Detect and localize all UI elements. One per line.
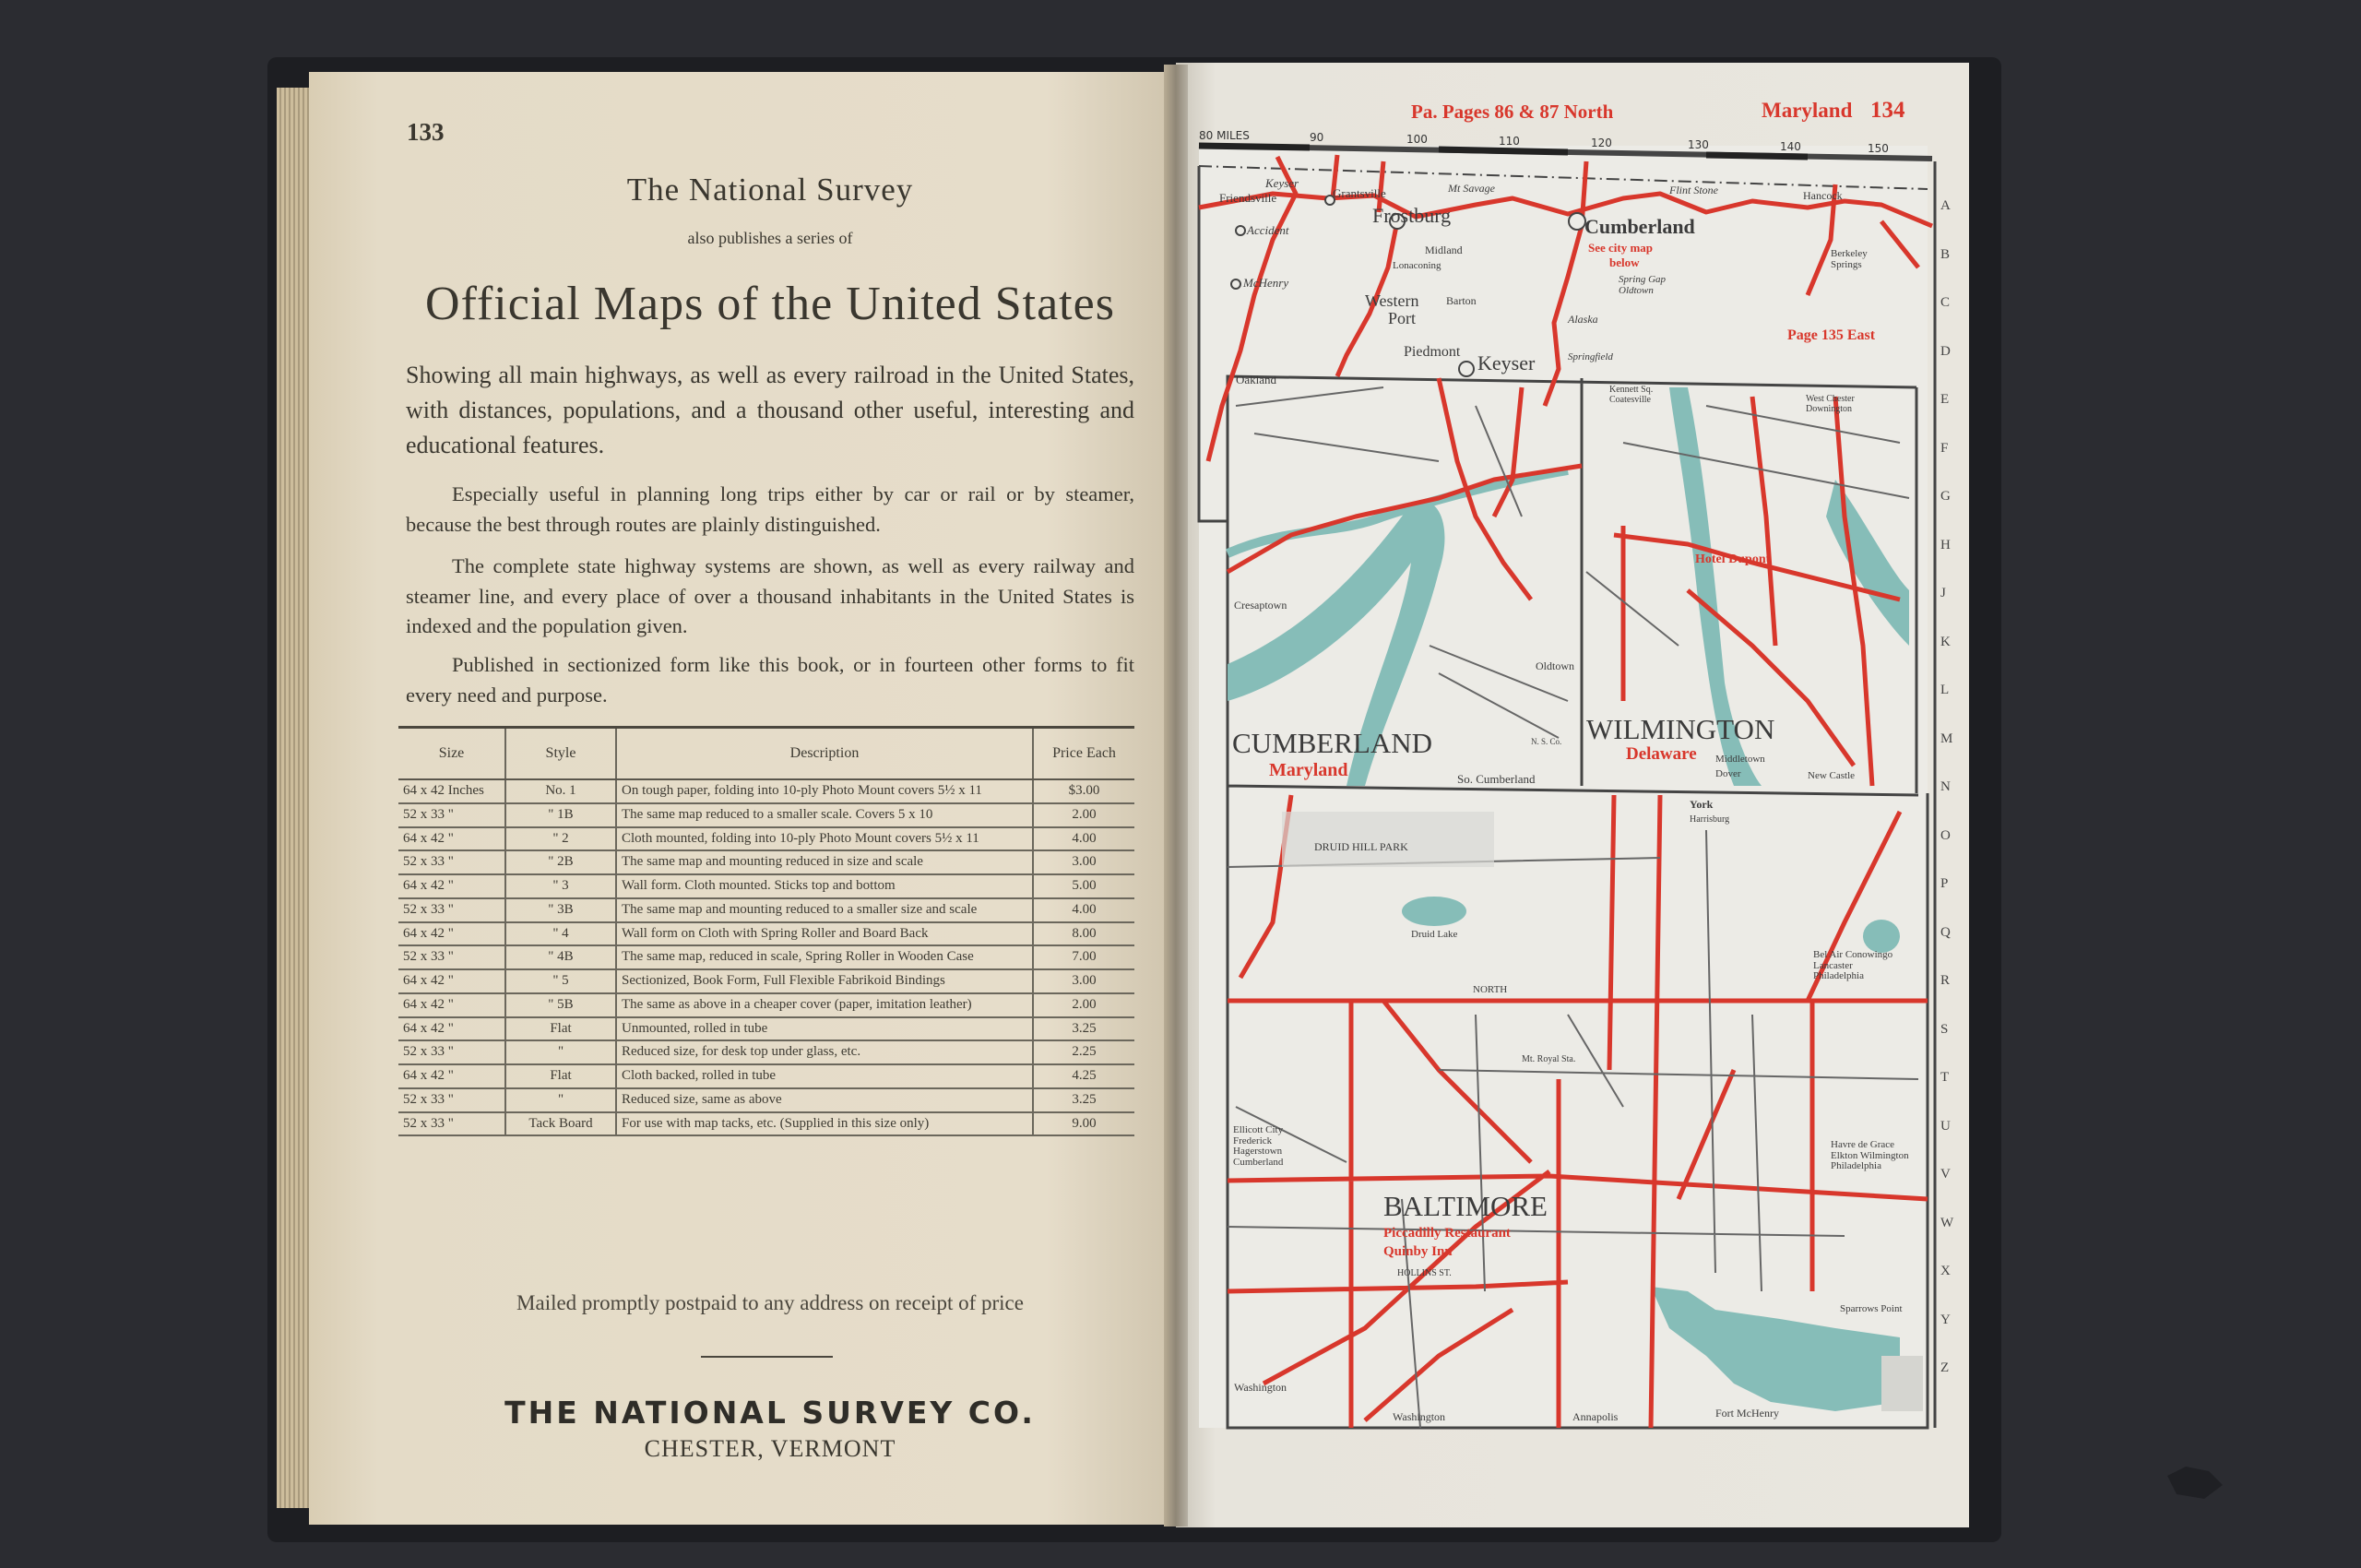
paragraph-trips: Especially useful in planning long trips either by car or rail or by steamer, because the best through routes are plainly distinguished. [406, 482, 1134, 536]
label-grantsville: Grantsville [1333, 186, 1386, 200]
grid-letter: W [1940, 1215, 1954, 1230]
scale-label: 90 [1310, 131, 1324, 144]
inset-state-maryland: Maryland [1269, 760, 1348, 780]
cell-style: No. 1 [505, 779, 616, 803]
sparrows-point-area [1881, 1356, 1923, 1411]
cell-size: 64 x 42 " [398, 993, 505, 1017]
grid-letter: J [1940, 586, 1946, 600]
label-mchenry: McHenry [1243, 276, 1289, 290]
label-havre-de-grace: Havre de Grace Elkton Wilmington Philadelphia [1831, 1139, 1909, 1172]
page-number-right: 134 [1870, 98, 1905, 123]
grid-letter: V [1940, 1167, 1951, 1182]
label-western-port: Western [1365, 291, 1419, 310]
copyright-ns-co: N. S. Co. [1531, 737, 1562, 746]
subtitle: also publishes a series of [687, 229, 853, 247]
label-flint-stone: Flint Stone [1669, 184, 1718, 196]
label-see-city-map: See city map [1588, 241, 1654, 255]
cell-description: Reduced size, for desk top under glass, etc. [616, 1040, 1033, 1064]
label-kennett-coatesville: Kennett Sq. Coatesville [1609, 385, 1654, 405]
company-location: CHESTER, VERMONT [644, 1435, 896, 1462]
scale-label: 110 [1499, 135, 1520, 148]
cell-description: Sectionized, Book Form, Full Flexible Fabrikoid Bindings [616, 969, 1033, 993]
label-lonaconing: Lonaconing [1393, 260, 1442, 271]
cell-size: 64 x 42 " [398, 1064, 505, 1088]
label-piccadilly-restaurant: Piccadilly Restaurant [1383, 1226, 1511, 1241]
cell-style: " 4B [505, 945, 616, 969]
label-sparrows-point: Sparrows Point [1840, 1303, 1903, 1314]
cell-size: 52 x 33 " [398, 1088, 505, 1112]
cell-price: 2.00 [1033, 993, 1134, 1017]
inset-title-baltimore: BALTIMORE [1383, 1190, 1548, 1222]
intro-paragraph: Showing all main highways, as well as every railroad in the United States, with distances, populations, and a thousand other useful, interesting and educational features. [406, 362, 1134, 459]
grid-letter: E [1940, 392, 1950, 407]
cell-price: 2.00 [1033, 803, 1134, 827]
label-fort-mchenry: Fort McHenry [1715, 1407, 1779, 1420]
cell-price: 9.00 [1033, 1112, 1134, 1136]
label-friendsville: Friendsville [1219, 191, 1277, 205]
cell-style: " 3 [505, 874, 616, 898]
cell-price: 3.00 [1033, 969, 1134, 993]
grid-letter: S [1940, 1021, 1949, 1037]
label-hancock: Hancock [1803, 189, 1843, 202]
scale-label: 100 [1406, 133, 1428, 146]
grid-letter: G [1940, 489, 1951, 504]
grid-letter: N [1940, 779, 1951, 794]
label-washington: Washington [1234, 1381, 1287, 1394]
grid-letter: K [1940, 634, 1951, 649]
label-frostburg: Frostburg [1372, 204, 1452, 227]
druid-hill-park-area [1282, 812, 1494, 867]
label-oakland: Oakland [1236, 373, 1277, 386]
cell-size: 64 x 42 Inches [398, 779, 505, 803]
label-quinby-inn: Quinby Inn [1383, 1244, 1453, 1259]
grid-letter: X [1940, 1264, 1951, 1278]
cell-size: 52 x 33 " [398, 898, 505, 922]
cell-description: On tough paper, folding into 10-ply Photo Mount covers 5½ x 11 [616, 779, 1033, 803]
cell-size: 52 x 33 " [398, 1040, 505, 1064]
cell-style: " [505, 1040, 616, 1064]
label-cresaptown: Cresaptown [1234, 599, 1287, 612]
cell-description: Reduced size, same as above [616, 1088, 1033, 1112]
label-york: York [1690, 798, 1714, 811]
scale-label: 140 [1780, 140, 1801, 153]
grid-letter: Y [1940, 1312, 1951, 1327]
cell-description: The same map and mounting reduced in size and scale [616, 850, 1033, 874]
label-harrisburg: Harrisburg [1690, 814, 1730, 825]
label-barton: Barton [1446, 294, 1477, 307]
cell-price: 5.00 [1033, 874, 1134, 898]
cell-style: " 5B [505, 993, 616, 1017]
header-price: Price Each [1033, 728, 1134, 780]
grid-letter: P [1940, 876, 1949, 891]
adjoining-page-north: Pa. Pages 86 & 87 North [1411, 101, 1614, 123]
cell-price: 4.00 [1033, 898, 1134, 922]
cell-style: " 5 [505, 969, 616, 993]
label-oldtown: Oldtown [1536, 659, 1574, 672]
scale-label: 150 [1868, 142, 1889, 155]
cell-size: 52 x 33 " [398, 1112, 505, 1136]
grid-letter: B [1940, 246, 1951, 262]
header-style: Style [505, 728, 616, 780]
cell-style: Tack Board [505, 1112, 616, 1136]
label-bel-air: Bel Air Conowingo Lancaster Philadelphia [1813, 949, 1893, 982]
label-druid-hill-park: DRUID HILL PARK [1314, 840, 1408, 853]
label-west-chester: West Chester Downington [1806, 394, 1855, 414]
druid-lake [1402, 897, 1466, 926]
label-keyser-nw: Keyser [1265, 176, 1299, 190]
label-new-castle: New Castle [1808, 770, 1856, 781]
label-below: below [1609, 255, 1640, 269]
page-heading: Official Maps of the United States [425, 278, 1115, 330]
label-midland: Midland [1425, 244, 1463, 256]
lake-clifton [1863, 920, 1900, 953]
grid-letter: L [1940, 683, 1950, 697]
header-size: Size [398, 728, 505, 780]
cell-style: " 1B [505, 803, 616, 827]
grid-letter: U [1940, 1118, 1951, 1134]
cell-description: The same as above in a cheaper cover (paper, imitation leather) [616, 993, 1033, 1017]
label-accident: Accident [1247, 223, 1289, 237]
publisher-title: The National Survey [626, 172, 914, 208]
cell-size: 64 x 42 " [398, 1017, 505, 1041]
cell-size: 64 x 42 " [398, 922, 505, 946]
cell-description: Cloth backed, rolled in tube [616, 1064, 1033, 1088]
cell-style: " 2B [505, 850, 616, 874]
cell-size: 52 x 33 " [398, 850, 505, 874]
label-mt-savage: Mt Savage [1448, 182, 1495, 195]
scale-label: 130 [1688, 138, 1709, 151]
label-alaska: Alaska [1568, 313, 1598, 326]
label-keyser: Keyser [1477, 351, 1536, 374]
cell-size: 64 x 42 " [398, 827, 505, 851]
grid-letter: C [1940, 295, 1951, 310]
label-hollins-st: HOLLINS ST. [1397, 1268, 1452, 1278]
cell-style: " 2 [505, 827, 616, 851]
label-druid-lake: Druid Lake [1411, 929, 1458, 940]
label-piedmont: Piedmont [1404, 344, 1461, 360]
inset-title-cumberland: CUMBERLAND [1232, 727, 1433, 759]
label-so-cumberland: So. Cumberland [1457, 772, 1536, 786]
cell-price: 2.25 [1033, 1040, 1134, 1064]
label-ellicott-city: Ellicott City Frederick Hagerstown Cumberland [1233, 1124, 1284, 1168]
cell-description: The same map reduced to a smaller scale. Covers 5 x 10 [616, 803, 1033, 827]
label-hotel-dupont: Hotel Dupont [1695, 552, 1771, 566]
label-north-ave: NORTH [1473, 984, 1508, 995]
mailing-note: Mailed promptly postpaid to any address on receipt of price [516, 1291, 1024, 1314]
cell-description: The same map, reduced in scale, Spring Roller in Wooden Case [616, 945, 1033, 969]
label-washington-2: Washington [1393, 1410, 1446, 1423]
grid-letter: Q [1940, 924, 1951, 940]
cell-style: Flat [505, 1064, 616, 1088]
cell-style: Flat [505, 1017, 616, 1041]
paragraph-highways: The complete state highway systems are shown, as well as every railway and steamer line, and every place of over a thousand inhabitants in the United States is indexed and the population given. [406, 554, 1134, 638]
cell-price: 4.25 [1033, 1064, 1134, 1088]
cell-price: $3.00 [1033, 779, 1134, 803]
cell-style: " 4 [505, 922, 616, 946]
label-dover: Dover [1715, 768, 1741, 779]
inset-state-delaware: Delaware [1626, 744, 1697, 764]
header-description: Description [616, 728, 1033, 780]
cell-description: Wall form. Cloth mounted. Sticks top and bottom [616, 874, 1033, 898]
grid-letter: A [1940, 198, 1951, 213]
label-mt-royal-sta: Mt. Royal Sta. [1522, 1054, 1576, 1064]
inset-title-wilmington: WILMINGTON [1586, 713, 1775, 745]
grid-letter: T [1940, 1070, 1950, 1085]
cell-price: 8.00 [1033, 922, 1134, 946]
label-springfield: Springfield [1568, 351, 1613, 362]
cell-price: 4.00 [1033, 827, 1134, 851]
label-cumberland: Cumberland [1584, 215, 1695, 238]
label-western-port-2: Port [1388, 309, 1417, 327]
cell-price: 7.00 [1033, 945, 1134, 969]
adjoining-page-east: Page 135 East [1787, 327, 1876, 343]
grid-letter: R [1940, 973, 1951, 988]
grid-letter: F [1940, 440, 1949, 456]
label-middletown: Middletown [1715, 754, 1765, 765]
cell-size: 64 x 42 " [398, 874, 505, 898]
company-name: THE NATIONAL SURVEY CO. [504, 1395, 1036, 1431]
cell-price: 3.25 [1033, 1088, 1134, 1112]
cell-description: Unmounted, rolled in tube [616, 1017, 1033, 1041]
grid-letter: Z [1940, 1360, 1950, 1375]
grid-letter: O [1940, 827, 1951, 843]
scale-label: 80 MILES [1199, 129, 1250, 142]
label-annapolis: Annapolis [1572, 1410, 1619, 1423]
grid-letter: D [1940, 343, 1951, 359]
cell-description: Cloth mounted, folding into 10-ply Photo Mount covers 5½ x 11 [616, 827, 1033, 851]
page-tear [2167, 1467, 2223, 1503]
cell-price: 3.25 [1033, 1017, 1134, 1041]
cell-style: " [505, 1088, 616, 1112]
grid-letter: M [1940, 731, 1953, 746]
label-spring-gap-oldtown: Spring Gap Oldtown [1619, 274, 1667, 296]
page-number-left: 133 [407, 118, 445, 146]
cell-description: Wall form on Cloth with Spring Roller and Board Back [616, 922, 1033, 946]
cell-size: 64 x 42 " [398, 969, 505, 993]
cell-style: " 3B [505, 898, 616, 922]
cell-size: 52 x 33 " [398, 803, 505, 827]
label-berkeley-springs: Berkeley Springs [1831, 248, 1868, 270]
scale-label: 120 [1591, 137, 1612, 149]
paragraph-forms: Published in sectionized form like this book, or in fourteen other forms to fit every need and purpose. [406, 653, 1134, 707]
cell-description: For use with map tacks, etc. (Supplied in this size only) [616, 1112, 1033, 1136]
cell-size: 52 x 33 " [398, 945, 505, 969]
cell-price: 3.00 [1033, 850, 1134, 874]
cell-description: The same map and mounting reduced to a smaller size and scale [616, 898, 1033, 922]
state-header: Maryland [1762, 99, 1853, 122]
grid-letter: H [1940, 537, 1951, 552]
